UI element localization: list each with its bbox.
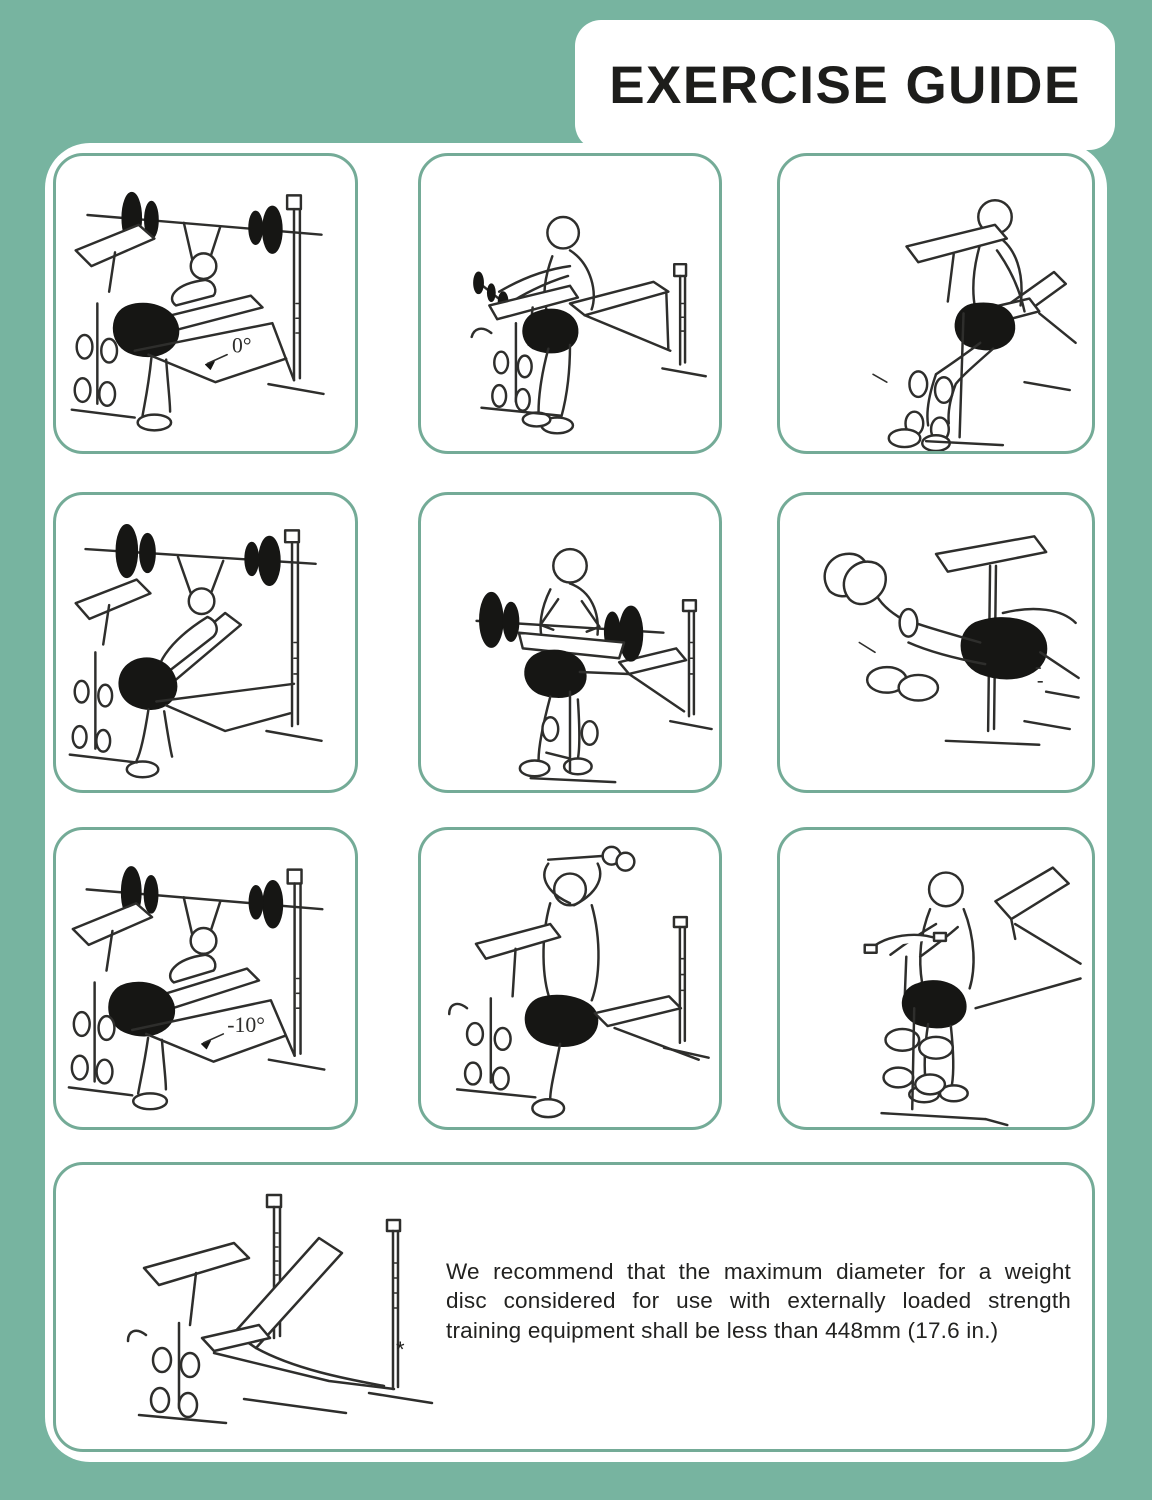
panel-seated-dumbbell-preacher-curl (418, 153, 722, 454)
seated-overhead-triceps-extension-illustration (421, 830, 719, 1127)
flat-bench-press-illustration (56, 156, 355, 451)
seated-leg-extension-illustration (780, 156, 1092, 451)
incline-bench-press-illustration (56, 495, 355, 790)
footnote-asterisk: * (396, 1337, 405, 1362)
bench-angle-label: 0° (232, 333, 252, 358)
panel-incline-bench-press (53, 492, 358, 793)
page-title-box (575, 20, 1115, 150)
seated-dumbbell-preacher-curl-illustration (421, 156, 719, 451)
seated-arm-curl-machine-illustration (780, 830, 1092, 1127)
panel-prone-leg-curl (777, 492, 1095, 793)
recommendation-note-line: disc considered for use with externally loaded strength (446, 1288, 1071, 1314)
recommendation-note (446, 1257, 1071, 1345)
weight-bench-illustration-wrap (84, 1173, 484, 1443)
panel-flat-bench-press (53, 153, 358, 454)
recommendation-note-line: training equipment shall be less than 448mm (17.6 in.) (446, 1317, 999, 1343)
panel-decline-bench-press (53, 827, 358, 1130)
content-area (45, 143, 1107, 1462)
panel-barbell-preacher-curl (418, 492, 722, 793)
barbell-preacher-curl-illustration (421, 495, 719, 790)
panel-seated-leg-extension (777, 153, 1095, 454)
recommendation-note-line: We recommend that the maximum diameter for a weight (446, 1259, 1071, 1284)
weight-bench-illustration (84, 1173, 484, 1443)
panel-seated-overhead-triceps-extension (418, 827, 722, 1130)
decline-bench-press-illustration (56, 830, 355, 1127)
panel-seated-arm-curl-machine (777, 827, 1095, 1130)
page-title: EXERCISE GUIDE (609, 55, 1081, 115)
prone-leg-curl-illustration (780, 495, 1092, 790)
bench-angle-label: -10° (227, 1012, 265, 1037)
panel-footer (53, 1162, 1095, 1452)
